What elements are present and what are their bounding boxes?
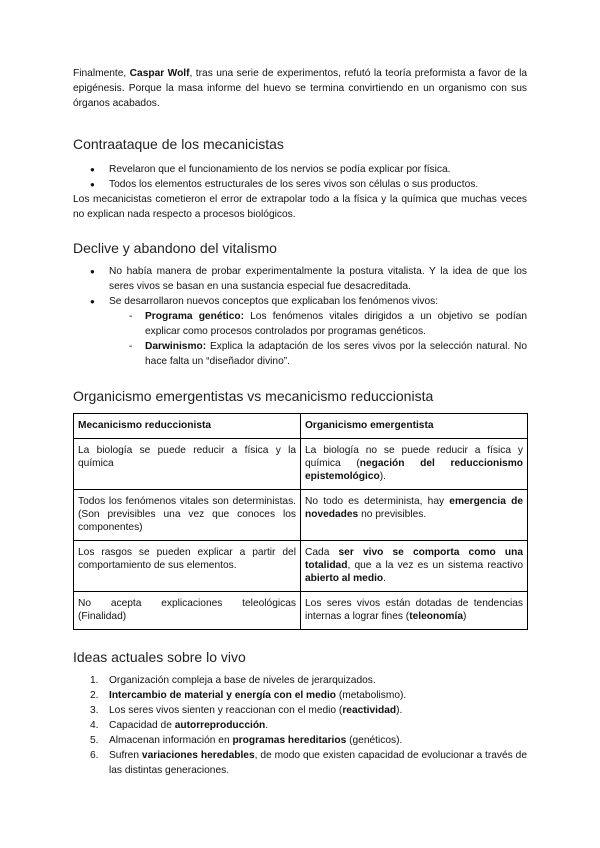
- section-title-ideas-actuales: Ideas actuales sobre lo vivo: [73, 649, 246, 665]
- list-number: 1.: [90, 675, 99, 686]
- list-number: 4.: [90, 720, 99, 731]
- mecanicistas-paragraph: Los mecanicistas cometieron el error de extrapolar todo a la física y la química que muchas veces no explican nada respecto a procesos biológicos.: [73, 194, 527, 220]
- table-row: [74, 439, 528, 490]
- list-item: ● Se desarrollaron nuevos conceptos que explicaban los fenómenos vivos:: [73, 294, 527, 309]
- list-item: ● Revelaron que el funcionamiento de los nervios se podía explicar por física.: [73, 162, 527, 177]
- list-text: (metabolismo).: [336, 690, 407, 701]
- comparison-table: [73, 413, 528, 630]
- intro-text: Finalmente,: [73, 68, 130, 79]
- list-item: [73, 688, 527, 703]
- table-cell: Todos los fenómenos vitales son deterministas. (Son previsibles una vez que conoces los componentes): [74, 490, 301, 541]
- list-text: (genéticos).: [346, 735, 403, 746]
- cell-bold: emergencia de novedades: [305, 496, 523, 520]
- list-bold: Intercambio de material y energía con el medio: [109, 690, 337, 701]
- list-item: [73, 673, 527, 688]
- caspar-wolf-name: Caspar Wolf: [129, 68, 190, 79]
- intro-text-rest: , tras una serie de experimentos, refutó la teoría preformista a favor de la epigénesis. Porque la masa informe del huevo se termina convirtiendo en un organismo con sus órganos acabados.: [73, 68, 528, 109]
- table-row: [74, 541, 528, 592]
- list-number: 3.: [90, 705, 99, 716]
- list-text: Los seres vivos sienten y reaccionan con el medio (: [109, 705, 343, 716]
- table-cell: [301, 592, 528, 630]
- table-header-cell: Mecanicismo reduccionista: [74, 414, 301, 439]
- list-item: [73, 339, 527, 369]
- table-cell: La biología se puede reducir a física y la química: [74, 439, 301, 490]
- cell-text: La biología no se puede reducir a física y química (: [305, 445, 523, 469]
- table-header-cell: Organicismo emergentista: [301, 414, 528, 439]
- term-programa-genetico: Programa genético:: [145, 311, 244, 322]
- table-row: [74, 490, 528, 541]
- cell-text: ).: [379, 471, 386, 482]
- cell-text: Los seres vivos están dotadas de tendencias internas a lograr fines (: [305, 598, 523, 622]
- cell-text: ): [462, 611, 467, 622]
- list-bold: variaciones heredables: [141, 750, 255, 761]
- vitalismo-sublist: [73, 309, 527, 369]
- list-number: 6.: [90, 750, 99, 761]
- cell-bold: ser vivo se comporta como una totalidad: [305, 547, 523, 571]
- list-item: [73, 748, 527, 778]
- document-page: [73, 66, 527, 778]
- list-text: ).: [396, 705, 403, 716]
- list-bold: programas hereditarios: [232, 735, 347, 746]
- list-number: 5.: [90, 735, 99, 746]
- list-text: Organización compleja a base de niveles de jerarquizados.: [109, 675, 376, 686]
- list-bold: reactividad: [342, 705, 397, 716]
- list-item: ● Todos los elementos estructurales de los seres vivos son células o sus productos.: [73, 177, 527, 192]
- cell-text: Cada: [305, 547, 339, 558]
- table-cell: Los rasgos se pueden explicar a partir del comportamiento de sus elementos.: [74, 541, 301, 592]
- list-item: [73, 703, 527, 718]
- list-text: Capacidad de: [109, 720, 175, 731]
- cell-text: No todo es determinista, hay: [305, 496, 450, 507]
- list-item: [73, 718, 527, 733]
- list-text: Almacenan información en: [109, 735, 233, 746]
- table-cell: [301, 541, 528, 592]
- term-darwinismo: Darwinismo:: [145, 341, 207, 352]
- section-title-mecanicistas: Contraataque de los mecanicistas: [73, 136, 284, 152]
- cell-bold: negación del reduccionismo epistemológico: [305, 458, 523, 482]
- table-cell: [301, 490, 528, 541]
- list-item: [73, 309, 527, 339]
- list-text: Sufren: [109, 750, 142, 761]
- sublist-text: Explica la adaptación de los seres vivos por la selección natural. No hace falta un “diseñador divino”.: [145, 341, 527, 367]
- list-text: .: [265, 720, 269, 731]
- list-item: [73, 733, 527, 748]
- cell-bold: abierto al medio: [305, 573, 384, 584]
- table-cell: [301, 439, 528, 490]
- table-header-row: [74, 414, 528, 439]
- list-item: ● No había manera de probar experimentalmente la postura vitalista. Y la idea de que los seres vivos se basan en una sustancia especial fue desacreditada.: [73, 264, 527, 294]
- cell-text: no previsibles.: [358, 509, 427, 520]
- intro-paragraph: [73, 66, 527, 111]
- list-number: 2.: [90, 690, 99, 701]
- ideas-list: [73, 673, 527, 778]
- sublist-text: Los fenómenos vitales dirigidos a un objetivo se podían explicar como procesos controlados por programas genéticos.: [145, 311, 527, 337]
- cell-bold: teleonomía: [409, 611, 463, 622]
- mecanicistas-list: [73, 162, 527, 192]
- section-title-organicismo: Organicismo emergentistas vs mecanicismo reduccionista: [73, 388, 434, 404]
- table-cell: No acepta explicaciones teleológicas (Finalidad): [74, 592, 301, 630]
- table-row: [74, 592, 528, 630]
- cell-text: , que a la vez es un sistema reactivo: [347, 560, 523, 571]
- vitalismo-list: [73, 264, 527, 309]
- list-text: , de modo que existen capacidad de evolucionar a través de las distintas generaciones.: [109, 750, 527, 776]
- cell-text: .: [383, 573, 386, 584]
- list-bold: autorreproducción: [174, 720, 266, 731]
- section-title-vitalismo: Declive y abandono del vitalismo: [73, 240, 277, 256]
